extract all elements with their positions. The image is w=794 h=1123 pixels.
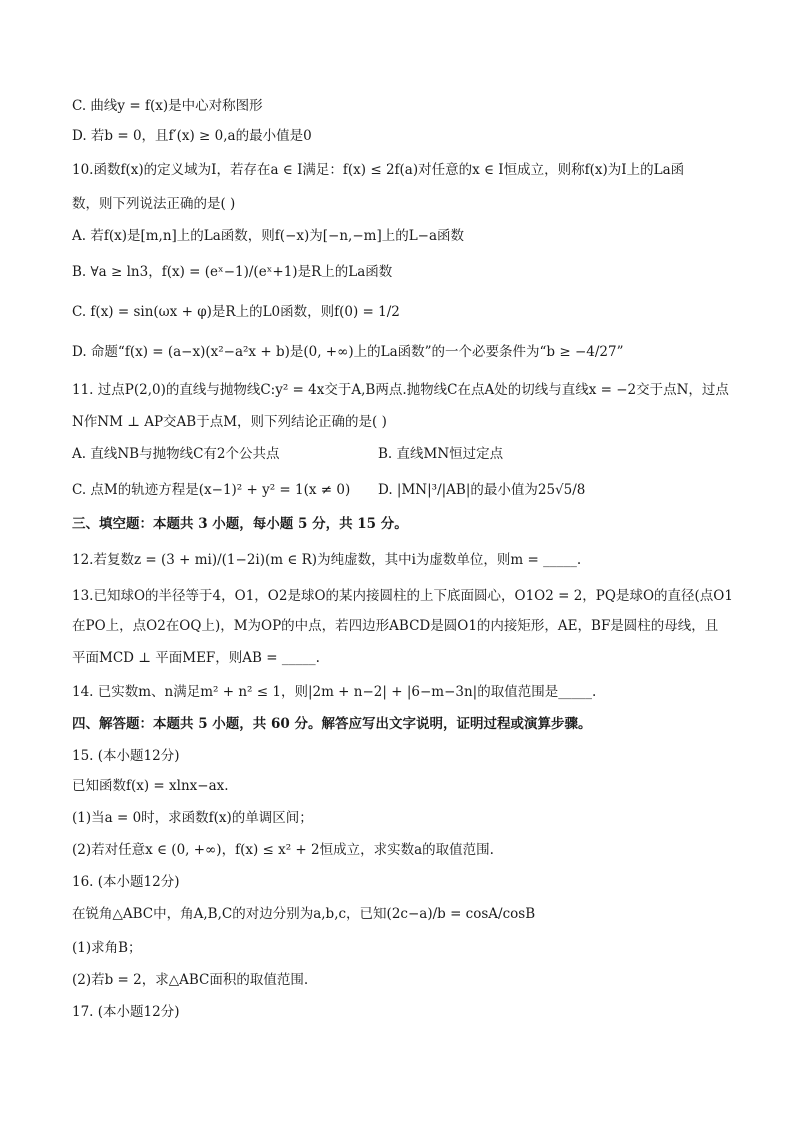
text-line — [72, 840, 494, 860]
line-text: C. 点M的轨迹方程是(x−1)² + y² = 1(x ≠ 0) — [72, 482, 351, 498]
line-text: 已知函数f(x) = xlnx−ax. — [72, 778, 229, 794]
line-text: 12.若复数z = (3 + mi)/(1−2i)(m ∈ R)为纯虚数，其中i为虚数单位，则m = _____. — [72, 552, 582, 568]
text-line — [72, 412, 387, 432]
text-line — [72, 380, 729, 400]
text-line — [72, 746, 179, 766]
text-line — [72, 444, 504, 464]
text-line — [72, 126, 312, 146]
text-line — [72, 872, 179, 892]
text-line — [72, 480, 586, 500]
line-text: (1)当a = 0时，求函数f(x)的单调区间； — [72, 810, 313, 826]
option-text-right: D. |MN|³/|AB|的最小值为25√5/8 — [378, 482, 586, 498]
text-line — [72, 776, 229, 796]
text-line — [72, 1002, 179, 1022]
line-text: 数，则下列说法正确的是( ) — [72, 196, 236, 212]
line-text: B. ∀a ≥ ln3，f(x) = (eˣ−1)/(eˣ+1)是R上的La函数 — [72, 264, 393, 280]
text-line — [72, 302, 400, 322]
line-text: (2)若b = 2，求△ABC面积的取值范围. — [72, 972, 309, 988]
line-text: N作NM ⊥ AP交AB于点M，则下列结论正确的是( ) — [72, 414, 387, 430]
text-line — [72, 514, 408, 534]
text-line — [72, 648, 320, 668]
text-line — [72, 938, 142, 958]
text-line — [72, 586, 733, 606]
text-line — [72, 342, 624, 362]
text-line — [72, 550, 581, 570]
line-text: C. 曲线y = f(x)是中心对称图形 — [72, 98, 263, 114]
line-text: 在PO上，点O2在OQ上)，M为OP的中点，若四边形ABCD是圆O1的内接矩形，AE，BF是圆柱的母线，且 — [72, 618, 719, 634]
line-text: C. f(x) = sin(ωx + φ)是R上的L0函数，则f(0) = 1/2 — [72, 304, 400, 320]
text-line — [72, 714, 591, 734]
option-text-right: B. 直线MN恒过定点 — [378, 446, 504, 462]
line-text: D. 若b = 0，且f′(x) ≥ 0,a的最小值是0 — [72, 128, 312, 144]
line-text: 17. (本小题12分) — [72, 1004, 180, 1020]
text-line — [72, 970, 308, 990]
text-line — [72, 808, 313, 828]
line-text: (1)求角B； — [72, 940, 142, 956]
text-line — [72, 226, 464, 246]
line-text: 三、填空题：本题共 3 小题，每小题 5 分，共 15 分。 — [72, 516, 408, 532]
line-text: 在锐角△ABC中，角A,B,C的对边分别为a,b,c，已知(2c−a)/b = cosA/cosB — [72, 906, 536, 922]
text-line — [72, 262, 392, 282]
line-text: 14. 已实数m、n满足m² + n² ≤ 1，则|2m + n−2| + |6−m−3n|的取值范围是_____. — [72, 684, 597, 700]
line-text: 15. (本小题12分) — [72, 748, 180, 764]
text-line — [72, 904, 535, 924]
line-text: 平面MCD ⊥ 平面MEF，则AB = _____. — [72, 650, 320, 666]
text-line — [72, 160, 684, 180]
line-text: A. 若f(x)是[m,n]上的La函数，则f(−x)为[−n,−m]上的L−a函数 — [72, 228, 465, 244]
line-text: 10.函数f(x)的定义域为I，若存在a ∈ I满足：f(x) ≤ 2f(a)对任意的x ∈ I恒成立，则称f(x)为I上的La函 — [72, 162, 685, 178]
text-line — [72, 682, 596, 702]
text-line — [72, 616, 718, 636]
line-text: D. 命题“f(x) = (a−x)(x²−a²x + b)是(0, +∞)上的La函数”的一个必要条件为“b ≥ −4/27” — [72, 344, 624, 360]
line-text: A. 直线NB与抛物线C有2个公共点 — [72, 446, 280, 462]
line-text: 13.已知球O的半径等于4，O1，O2是球O的某内接圆柱的上下底面圆心，O1O2 = 2，PQ是球O的直径(点O1 — [72, 588, 733, 604]
text-line — [72, 194, 235, 214]
line-text: (2)若对任意x ∈ (0, +∞)，f(x) ≤ x² + 2恒成立，求实数a的取值范围. — [72, 842, 494, 858]
line-text: 11. 过点P(2,0)的直线与抛物线C:y² = 4x交于A,B两点.抛物线C在点A处的切线与直线x = −2交于点N，过点 — [72, 382, 729, 398]
line-text: 四、解答题：本题共 5 小题，共 60 分。解答应写出文字说明，证明过程或演算步骤。 — [72, 716, 592, 732]
text-line — [72, 96, 263, 116]
line-text: 16. (本小题12分) — [72, 874, 180, 890]
